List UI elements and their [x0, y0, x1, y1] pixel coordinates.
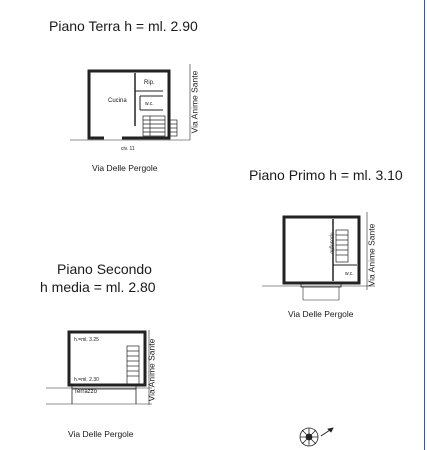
second-floor-title-line1: Piano Secondo: [57, 261, 152, 277]
second-side-street-label: Via Anime Sante: [146, 338, 157, 402]
first-side-street-label: Via Anime Sante: [366, 223, 377, 287]
ground-floor-plan: [70, 64, 190, 140]
second-height-top-label: h.=ml. 3.25: [74, 337, 99, 343]
first-wc-label: w.c.: [345, 271, 354, 277]
ground-street-label: Via Delle Pergole: [92, 163, 158, 173]
ground-floor-title: Piano Terra h = ml. 2.90: [49, 18, 198, 34]
second-floor-title-line2: h media = ml. 2.80: [40, 279, 156, 295]
ground-kitchen-label: Cucina: [108, 98, 127, 104]
compass-icon: [300, 428, 333, 446]
first-street-label: Via Delle Pergole: [288, 309, 354, 319]
first-floor-title: Piano Primo h = ml. 3.10: [249, 167, 403, 183]
first-floor-plan: [262, 212, 375, 300]
page-edge-accent: [422, 0, 427, 450]
ground-side-street-label: Via Anime Sante: [189, 70, 200, 134]
second-terrace-label: Terrazzo: [74, 389, 98, 395]
second-floor-plan: [46, 330, 152, 405]
first-storage-label: ripostiglio: [328, 232, 335, 254]
ground-wc-label: w.c.: [145, 101, 154, 107]
second-height-bottom-label: h.=ml. 2.30: [74, 377, 99, 383]
second-street-label: Via Delle Pergole: [68, 429, 134, 439]
ground-storage-label: Rip.: [144, 80, 155, 86]
ground-civic-number: civ. 11: [121, 146, 135, 152]
